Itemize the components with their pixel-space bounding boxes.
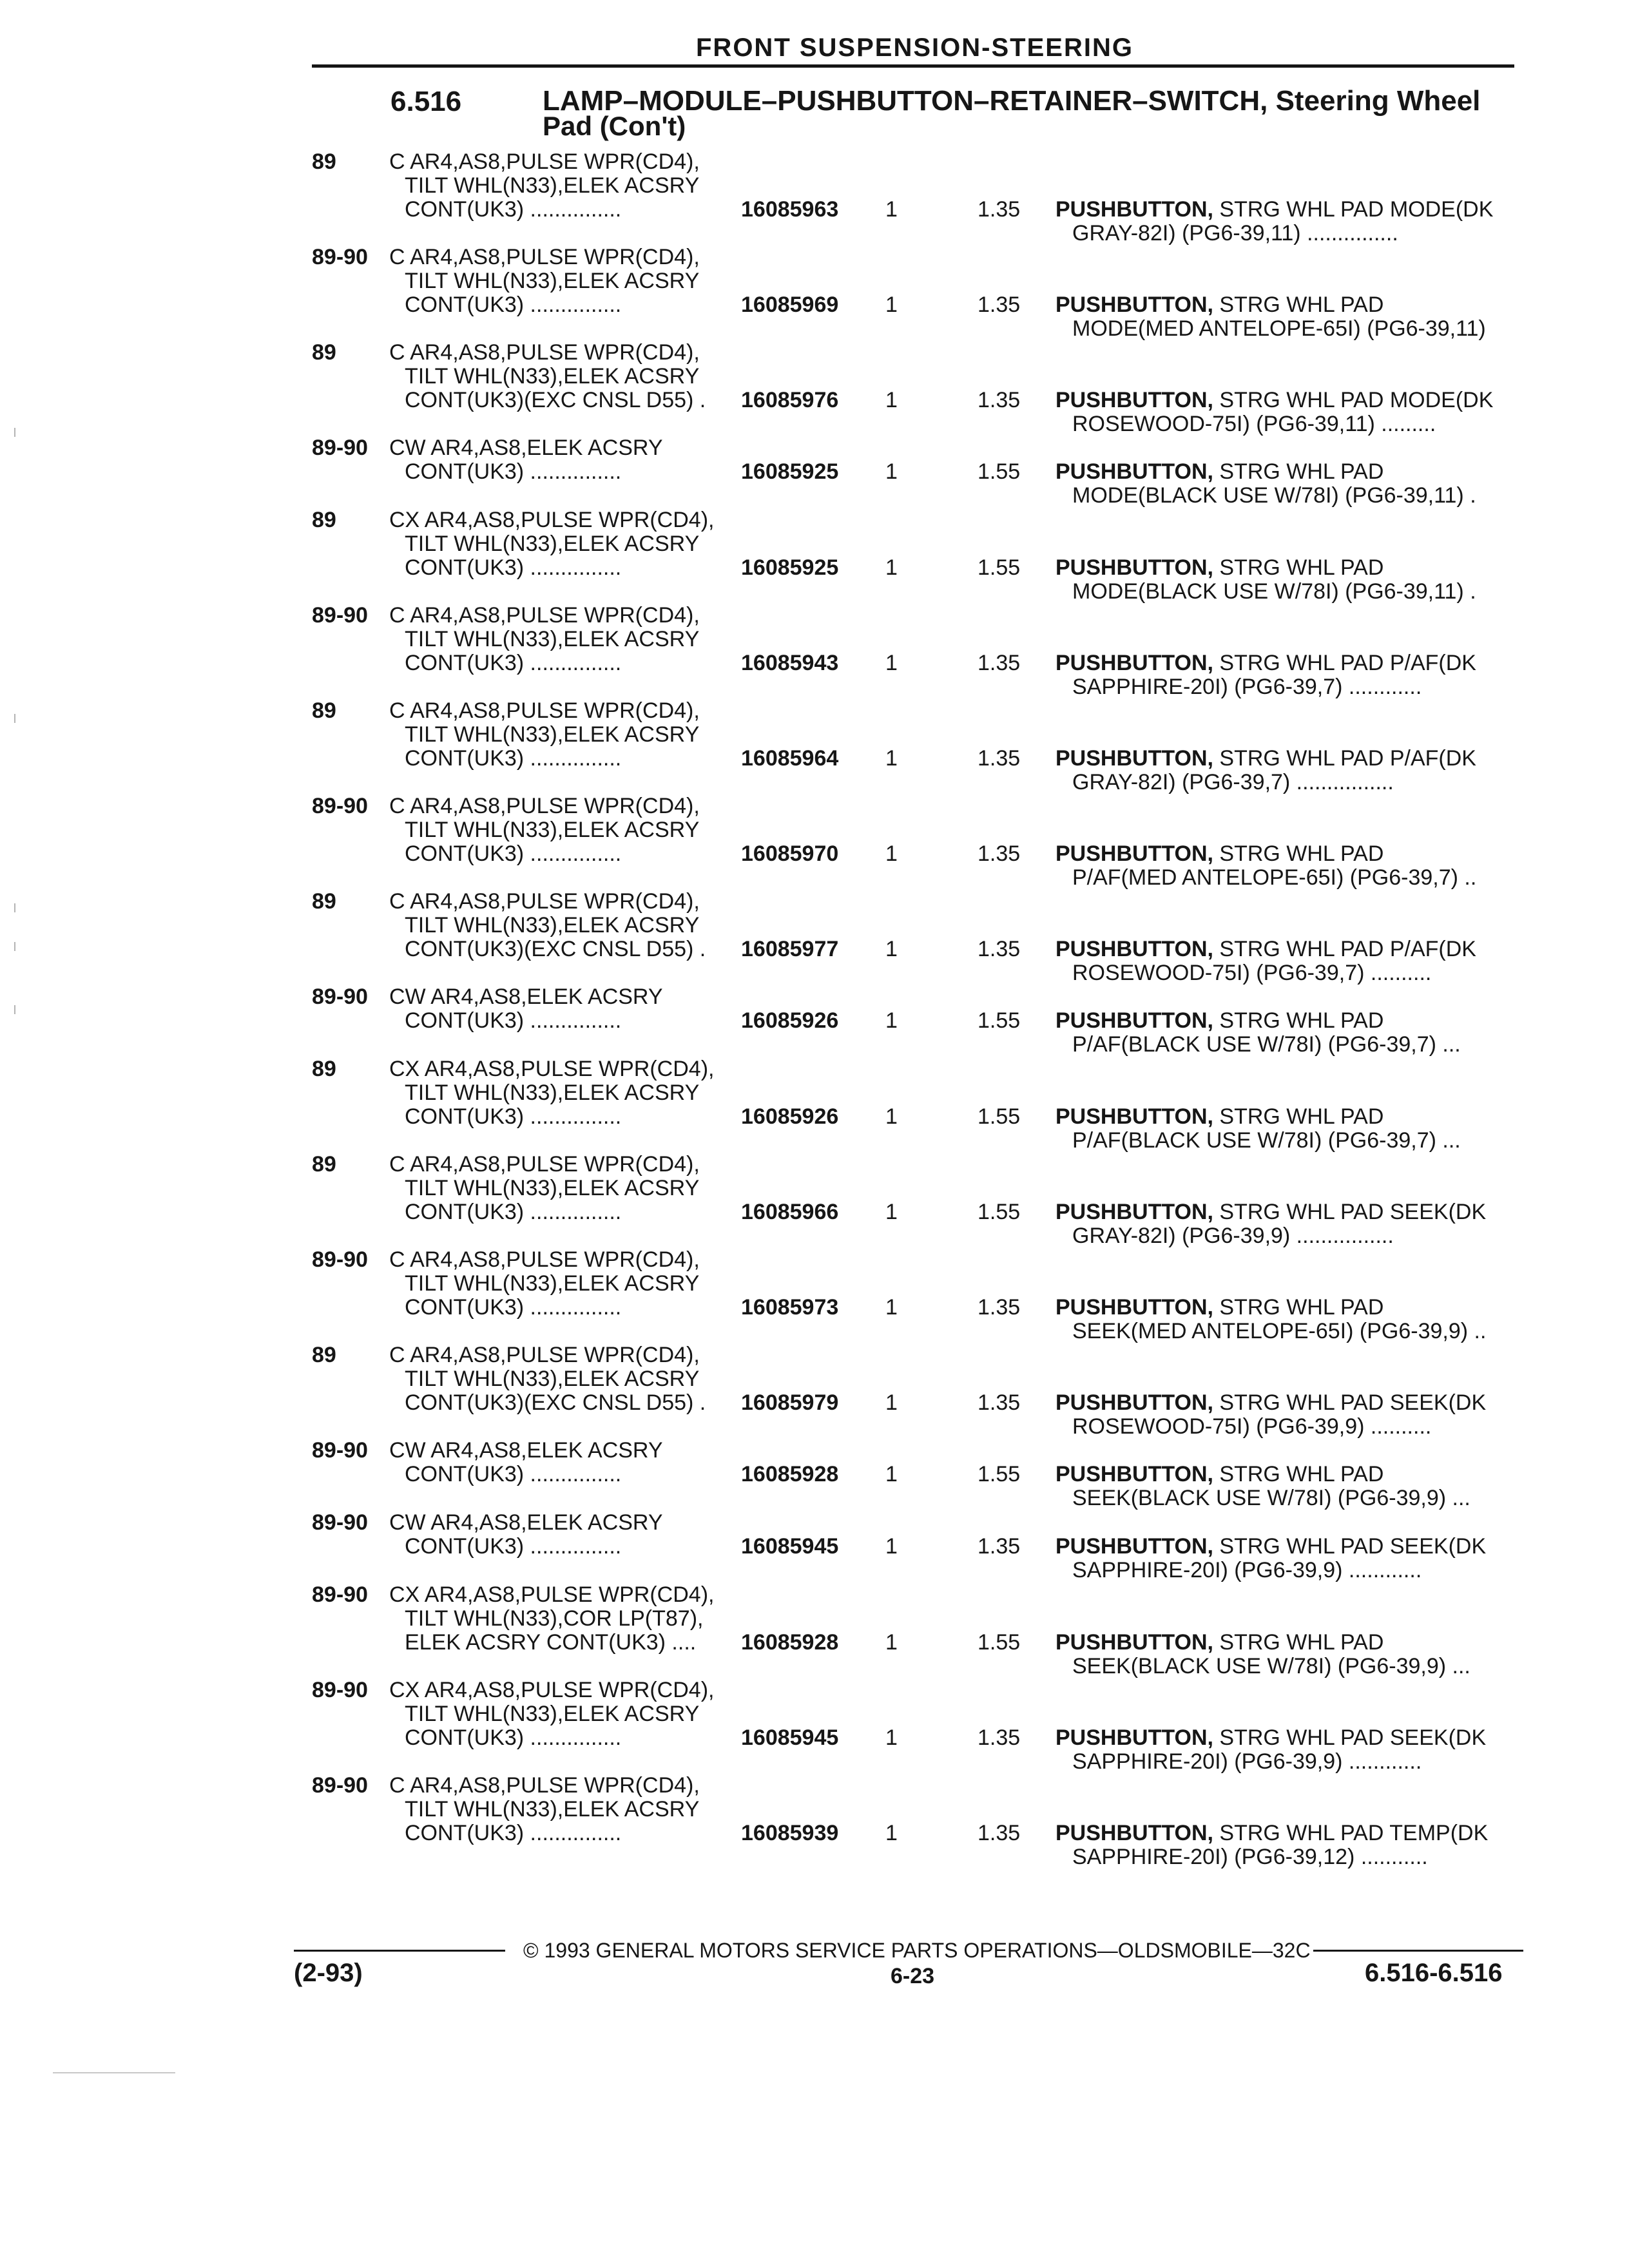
part-name-continued: P/AF(BLACK USE W/78I) (PG6-39,7) ... (1072, 1128, 1461, 1153)
group-range: 6.516-6.516 (1365, 1959, 1503, 1987)
group-title-main: LAMP–MODULE–PUSHBUTTON–RETAINER–SWITCH, (543, 85, 1268, 117)
part-number: 16085925 (741, 459, 839, 484)
quantity: 1 (885, 293, 898, 317)
model-year: 89-90 (312, 1678, 368, 1702)
part-name (1055, 1104, 1383, 1129)
part-name-detail: STRG WHL PAD P/AF(DK (1213, 746, 1476, 771)
margin-mark (14, 903, 15, 912)
part-name-continued: SEEK(MED ANTELOPE-65I) (PG6-39,9) .. (1072, 1319, 1487, 1343)
part-name (1055, 1200, 1486, 1224)
quantity: 1 (885, 1462, 898, 1486)
part-name-lead: PUSHBUTTON, (1055, 937, 1213, 961)
model-year: 89 (312, 1152, 336, 1177)
part-name (1055, 746, 1476, 771)
part-number: 16085977 (741, 937, 839, 961)
part-name-continued: MODE(BLACK USE W/78I) (PG6-39,11) . (1072, 483, 1476, 508)
vehicle-description-line: C AR4,AS8,PULSE WPR(CD4), (389, 603, 700, 628)
price: 1.55 (978, 1200, 1021, 1224)
vehicle-description-line: TILT WHL(N33),ELEK ACSRY (405, 1797, 700, 1821)
part-number: 16085976 (741, 388, 839, 412)
part-name-detail: STRG WHL PAD TEMP(DK (1213, 1821, 1489, 1845)
part-name-detail: STRG WHL PAD MODE(DK (1213, 388, 1494, 412)
price: 1.35 (978, 1821, 1021, 1845)
part-name-lead: PUSHBUTTON, (1055, 1104, 1213, 1129)
part-name-lead: PUSHBUTTON, (1055, 197, 1213, 222)
quantity: 1 (885, 746, 898, 771)
part-name-detail: STRG WHL PAD MODE(DK (1213, 197, 1494, 222)
part-name (1055, 1390, 1486, 1415)
vehicle-description-line: CONT(UK3)(EXC CNSL D55) . (405, 1390, 706, 1415)
part-name (1055, 841, 1383, 866)
vehicle-description-line: TILT WHL(N33),ELEK ACSRY (405, 1081, 700, 1105)
vehicle-description-line: C AR4,AS8,PULSE WPR(CD4), (389, 340, 700, 365)
vehicle-description-line: CONT(UK3) ............... (405, 197, 622, 222)
quantity: 1 (885, 459, 898, 484)
part-name-continued: P/AF(BLACK USE W/78I) (PG6-39,7) ... (1072, 1032, 1461, 1057)
part-name-lead: PUSHBUTTON, (1055, 746, 1213, 771)
part-name (1055, 555, 1383, 580)
vehicle-description-line: CONT(UK3) ............... (405, 1200, 622, 1224)
part-number: 16085945 (741, 1534, 839, 1559)
part-number: 16085970 (741, 841, 839, 866)
part-name (1055, 1008, 1383, 1033)
model-year: 89-90 (312, 245, 368, 269)
vehicle-description-line: CX AR4,AS8,PULSE WPR(CD4), (389, 1582, 715, 1607)
part-name-detail: STRG WHL PAD P/AF(DK (1213, 937, 1476, 961)
price: 1.35 (978, 1295, 1021, 1320)
vehicle-description-line: TILT WHL(N33),ELEK ACSRY (405, 173, 700, 198)
vehicle-description-line: CONT(UK3)(EXC CNSL D55) . (405, 937, 706, 961)
quantity: 1 (885, 1008, 898, 1033)
part-name-detail: STRG WHL PAD (1213, 841, 1384, 866)
model-year: 89 (312, 698, 336, 723)
quantity: 1 (885, 651, 898, 675)
vehicle-description-line: C AR4,AS8,PULSE WPR(CD4), (389, 698, 700, 723)
header-rule (312, 64, 1514, 68)
part-name-lead: PUSHBUTTON, (1055, 1008, 1213, 1033)
vehicle-description-line: CONT(UK3) ............... (405, 459, 622, 484)
part-name-lead: PUSHBUTTON, (1055, 651, 1213, 675)
footer-rule-right (1313, 1950, 1523, 1952)
vehicle-description-line: TILT WHL(N33),ELEK ACSRY (405, 722, 700, 747)
vehicle-description-line: TILT WHL(N33),ELEK ACSRY (405, 269, 700, 293)
part-name-continued: P/AF(MED ANTELOPE-65I) (PG6-39,7) .. (1072, 865, 1477, 890)
part-name (1055, 1630, 1383, 1655)
part-number: 16085943 (741, 651, 839, 675)
price: 1.35 (978, 388, 1021, 412)
vehicle-description-line: CONT(UK3) ............... (405, 1008, 622, 1033)
part-name (1055, 1725, 1486, 1750)
margin-mark (14, 942, 15, 951)
quantity: 1 (885, 1630, 898, 1655)
vehicle-description-line: C AR4,AS8,PULSE WPR(CD4), (389, 1152, 700, 1177)
price: 1.35 (978, 1534, 1021, 1559)
vehicle-description-line: CONT(UK3) ............... (405, 746, 622, 771)
model-year: 89-90 (312, 1773, 368, 1798)
part-number: 16085966 (741, 1200, 839, 1224)
part-number: 16085964 (741, 746, 839, 771)
part-number: 16085969 (741, 293, 839, 317)
vehicle-description-line: CONT(UK3) ............... (405, 1462, 622, 1486)
vehicle-description-line: C AR4,AS8,PULSE WPR(CD4), (389, 245, 700, 269)
vehicle-description-line: TILT WHL(N33),ELEK ACSRY (405, 532, 700, 556)
vehicle-description-line: TILT WHL(N33),ELEK ACSRY (405, 913, 700, 937)
model-year: 89-90 (312, 985, 368, 1009)
part-number: 16085925 (741, 555, 839, 580)
part-name-detail: STRG WHL PAD P/AF(DK (1213, 651, 1476, 675)
model-year: 89-90 (312, 603, 368, 628)
date-code: (2-93) (294, 1959, 363, 1987)
model-year: 89-90 (312, 436, 368, 460)
part-name-continued: SEEK(BLACK USE W/78I) (PG6-39,9) ... (1072, 1654, 1470, 1678)
vehicle-description-line: C AR4,AS8,PULSE WPR(CD4), (389, 1773, 700, 1798)
part-number: 16085963 (741, 197, 839, 222)
vehicle-description-line: CW AR4,AS8,ELEK ACSRY (389, 985, 663, 1009)
part-name (1055, 1534, 1486, 1559)
part-name (1055, 937, 1476, 961)
vehicle-description-line: C AR4,AS8,PULSE WPR(CD4), (389, 149, 700, 174)
part-name-continued: SAPPHIRE-20I) (PG6-39,9) ............ (1072, 1558, 1422, 1582)
group-title-continued: Pad (Con't) (543, 111, 686, 141)
price: 1.35 (978, 1390, 1021, 1415)
part-name (1055, 1295, 1383, 1320)
quantity: 1 (885, 555, 898, 580)
part-number: 16085973 (741, 1295, 839, 1320)
part-name-detail: STRG WHL PAD SEEK(DK (1213, 1200, 1487, 1224)
vehicle-description-line: TILT WHL(N33),ELEK ACSRY (405, 818, 700, 842)
part-name-lead: PUSHBUTTON, (1055, 388, 1213, 412)
part-name-continued: ROSEWOOD-75I) (PG6-39,9) .......... (1072, 1414, 1432, 1439)
part-name-lead: PUSHBUTTON, (1055, 841, 1213, 866)
part-name-detail: STRG WHL PAD (1213, 555, 1384, 580)
part-name-lead: PUSHBUTTON, (1055, 1462, 1213, 1486)
footer-rule-left (294, 1950, 505, 1952)
part-name (1055, 651, 1476, 675)
quantity: 1 (885, 1390, 898, 1415)
vehicle-description-line: CX AR4,AS8,PULSE WPR(CD4), (389, 1057, 715, 1081)
part-name-continued: SAPPHIRE-20I) (PG6-39,9) ............ (1072, 1749, 1422, 1774)
vehicle-description-line: CONT(UK3) ............... (405, 841, 622, 866)
price: 1.35 (978, 937, 1021, 961)
vehicle-description-line: TILT WHL(N33),ELEK ACSRY (405, 1271, 700, 1296)
part-name-continued: SAPPHIRE-20I) (PG6-39,7) ............ (1072, 675, 1422, 699)
vehicle-description-line: CONT(UK3) ............... (405, 1104, 622, 1129)
price: 1.35 (978, 746, 1021, 771)
page-number: 6-23 (891, 1964, 935, 1988)
vehicle-description-line: TILT WHL(N33),ELEK ACSRY (405, 1702, 700, 1726)
vehicle-description-line: C AR4,AS8,PULSE WPR(CD4), (389, 1343, 700, 1367)
vehicle-description-line: TILT WHL(N33),ELEK ACSRY (405, 627, 700, 651)
part-name-lead: PUSHBUTTON, (1055, 1725, 1213, 1750)
part-name-detail: STRG WHL PAD (1213, 1104, 1384, 1129)
quantity: 1 (885, 1821, 898, 1845)
model-year: 89-90 (312, 1438, 368, 1463)
price: 1.35 (978, 651, 1021, 675)
part-name-continued: SAPPHIRE-20I) (PG6-39,12) ........... (1072, 1845, 1428, 1869)
vehicle-description-line: CONT(UK3) ............... (405, 651, 622, 675)
model-year: 89 (312, 149, 336, 174)
part-name-detail: STRG WHL PAD (1213, 1295, 1384, 1320)
part-name-lead: PUSHBUTTON, (1055, 1630, 1213, 1655)
vehicle-description-line: CONT(UK3) ............... (405, 1821, 622, 1845)
part-number: 16085926 (741, 1008, 839, 1033)
vehicle-description-line: TILT WHL(N33),ELEK ACSRY (405, 1367, 700, 1391)
price: 1.55 (978, 1104, 1021, 1129)
vehicle-description-line: C AR4,AS8,PULSE WPR(CD4), (389, 794, 700, 818)
copyright-notice: © 1993 GENERAL MOTORS SERVICE PARTS OPERATIONS—OLDSMOBILE—32C (523, 1939, 1311, 1962)
group-title-tail: Steering Wheel (1268, 85, 1481, 117)
vehicle-description-line: ELEK ACSRY CONT(UK3) .... (405, 1630, 697, 1655)
quantity: 1 (885, 1534, 898, 1559)
part-name-lead: PUSHBUTTON, (1055, 1534, 1213, 1559)
vehicle-description-line: C AR4,AS8,PULSE WPR(CD4), (389, 889, 700, 914)
quantity: 1 (885, 1104, 898, 1129)
section-title: FRONT SUSPENSION-STEERING (696, 34, 1133, 62)
price: 1.35 (978, 197, 1021, 222)
quantity: 1 (885, 1295, 898, 1320)
part-name-continued: SEEK(BLACK USE W/78I) (PG6-39,9) ... (1072, 1486, 1470, 1510)
part-name (1055, 1462, 1383, 1486)
quantity: 1 (885, 937, 898, 961)
price: 1.55 (978, 1462, 1021, 1486)
part-name-continued: GRAY-82I) (PG6-39,9) ................ (1072, 1224, 1394, 1248)
price: 1.55 (978, 1630, 1021, 1655)
part-name-lead: PUSHBUTTON, (1055, 555, 1213, 580)
part-name-lead: PUSHBUTTON, (1055, 1200, 1213, 1224)
margin-mark (14, 428, 15, 437)
vehicle-description-line: CW AR4,AS8,ELEK ACSRY (389, 436, 663, 460)
model-year: 89 (312, 1343, 336, 1367)
part-name-detail: STRG WHL PAD SEEK(DK (1213, 1725, 1487, 1750)
model-year: 89-90 (312, 1510, 368, 1535)
part-name (1055, 1821, 1488, 1845)
quantity: 1 (885, 388, 898, 412)
group-number: 6.516 (390, 86, 462, 117)
part-name-lead: PUSHBUTTON, (1055, 1295, 1213, 1320)
vehicle-description-line: TILT WHL(N33),ELEK ACSRY (405, 1176, 700, 1200)
model-year: 89-90 (312, 1582, 368, 1607)
margin-mark (14, 714, 15, 723)
vehicle-description-line: CW AR4,AS8,ELEK ACSRY (389, 1438, 663, 1463)
model-year: 89 (312, 1057, 336, 1081)
part-number: 16085945 (741, 1725, 839, 1750)
vehicle-description-line: CONT(UK3) ............... (405, 293, 622, 317)
part-name-lead: PUSHBUTTON, (1055, 459, 1213, 484)
part-name-detail: STRG WHL PAD SEEK(DK (1213, 1534, 1487, 1559)
part-number: 16085928 (741, 1630, 839, 1655)
vehicle-description-line: CX AR4,AS8,PULSE WPR(CD4), (389, 1678, 715, 1702)
quantity: 1 (885, 841, 898, 866)
part-name (1055, 459, 1383, 484)
vehicle-description-line: TILT WHL(N33),ELEK ACSRY (405, 364, 700, 389)
vehicle-description-line: CX AR4,AS8,PULSE WPR(CD4), (389, 508, 715, 532)
part-name-continued: GRAY-82I) (PG6-39,11) ............... (1072, 221, 1398, 245)
vehicle-description-line: CONT(UK3) ............... (405, 1295, 622, 1320)
price: 1.35 (978, 841, 1021, 866)
price: 1.35 (978, 1725, 1021, 1750)
quantity: 1 (885, 1200, 898, 1224)
part-number: 16085926 (741, 1104, 839, 1129)
vehicle-description-line: C AR4,AS8,PULSE WPR(CD4), (389, 1247, 700, 1272)
margin-mark (14, 1005, 15, 1014)
part-name-detail: STRG WHL PAD (1213, 459, 1384, 484)
quantity: 1 (885, 197, 898, 222)
part-name-continued: GRAY-82I) (PG6-39,7) ................ (1072, 770, 1394, 794)
vehicle-description-line: CONT(UK3) ............... (405, 1534, 622, 1559)
model-year: 89-90 (312, 1247, 368, 1272)
part-number: 16085939 (741, 1821, 839, 1845)
part-name-lead: PUSHBUTTON, (1055, 293, 1213, 317)
model-year: 89-90 (312, 794, 368, 818)
part-name-continued: ROSEWOOD-75I) (PG6-39,11) ......... (1072, 412, 1436, 436)
model-year: 89 (312, 340, 336, 365)
part-name-detail: STRG WHL PAD (1213, 1008, 1384, 1033)
part-name (1055, 293, 1383, 317)
part-name-continued: MODE(MED ANTELOPE-65I) (PG6-39,11) (1072, 316, 1486, 341)
part-name-detail: STRG WHL PAD (1213, 293, 1384, 317)
vehicle-description-line: CONT(UK3) ............... (405, 1725, 622, 1750)
part-name (1055, 197, 1493, 222)
price: 1.55 (978, 555, 1021, 580)
part-name-continued: MODE(BLACK USE W/78I) (PG6-39,11) . (1072, 579, 1476, 604)
model-year: 89 (312, 508, 336, 532)
part-name-detail: STRG WHL PAD (1213, 1462, 1384, 1486)
part-name (1055, 388, 1493, 412)
model-year: 89 (312, 889, 336, 914)
part-number: 16085928 (741, 1462, 839, 1486)
part-name-detail: STRG WHL PAD (1213, 1630, 1384, 1655)
vehicle-description-line: CW AR4,AS8,ELEK ACSRY (389, 1510, 663, 1535)
quantity: 1 (885, 1725, 898, 1750)
part-name-lead: PUSHBUTTON, (1055, 1821, 1213, 1845)
part-name-detail: STRG WHL PAD SEEK(DK (1213, 1390, 1487, 1415)
part-name-continued: ROSEWOOD-75I) (PG6-39,7) .......... (1072, 961, 1432, 985)
scan-artifact (53, 2072, 175, 2073)
part-number: 16085979 (741, 1390, 839, 1415)
vehicle-description-line: CONT(UK3)(EXC CNSL D55) . (405, 388, 706, 412)
part-name-lead: PUSHBUTTON, (1055, 1390, 1213, 1415)
price: 1.35 (978, 293, 1021, 317)
vehicle-description-line: CONT(UK3) ............... (405, 555, 622, 580)
price: 1.55 (978, 1008, 1021, 1033)
vehicle-description-line: TILT WHL(N33),COR LP(T87), (405, 1606, 704, 1631)
price: 1.55 (978, 459, 1021, 484)
